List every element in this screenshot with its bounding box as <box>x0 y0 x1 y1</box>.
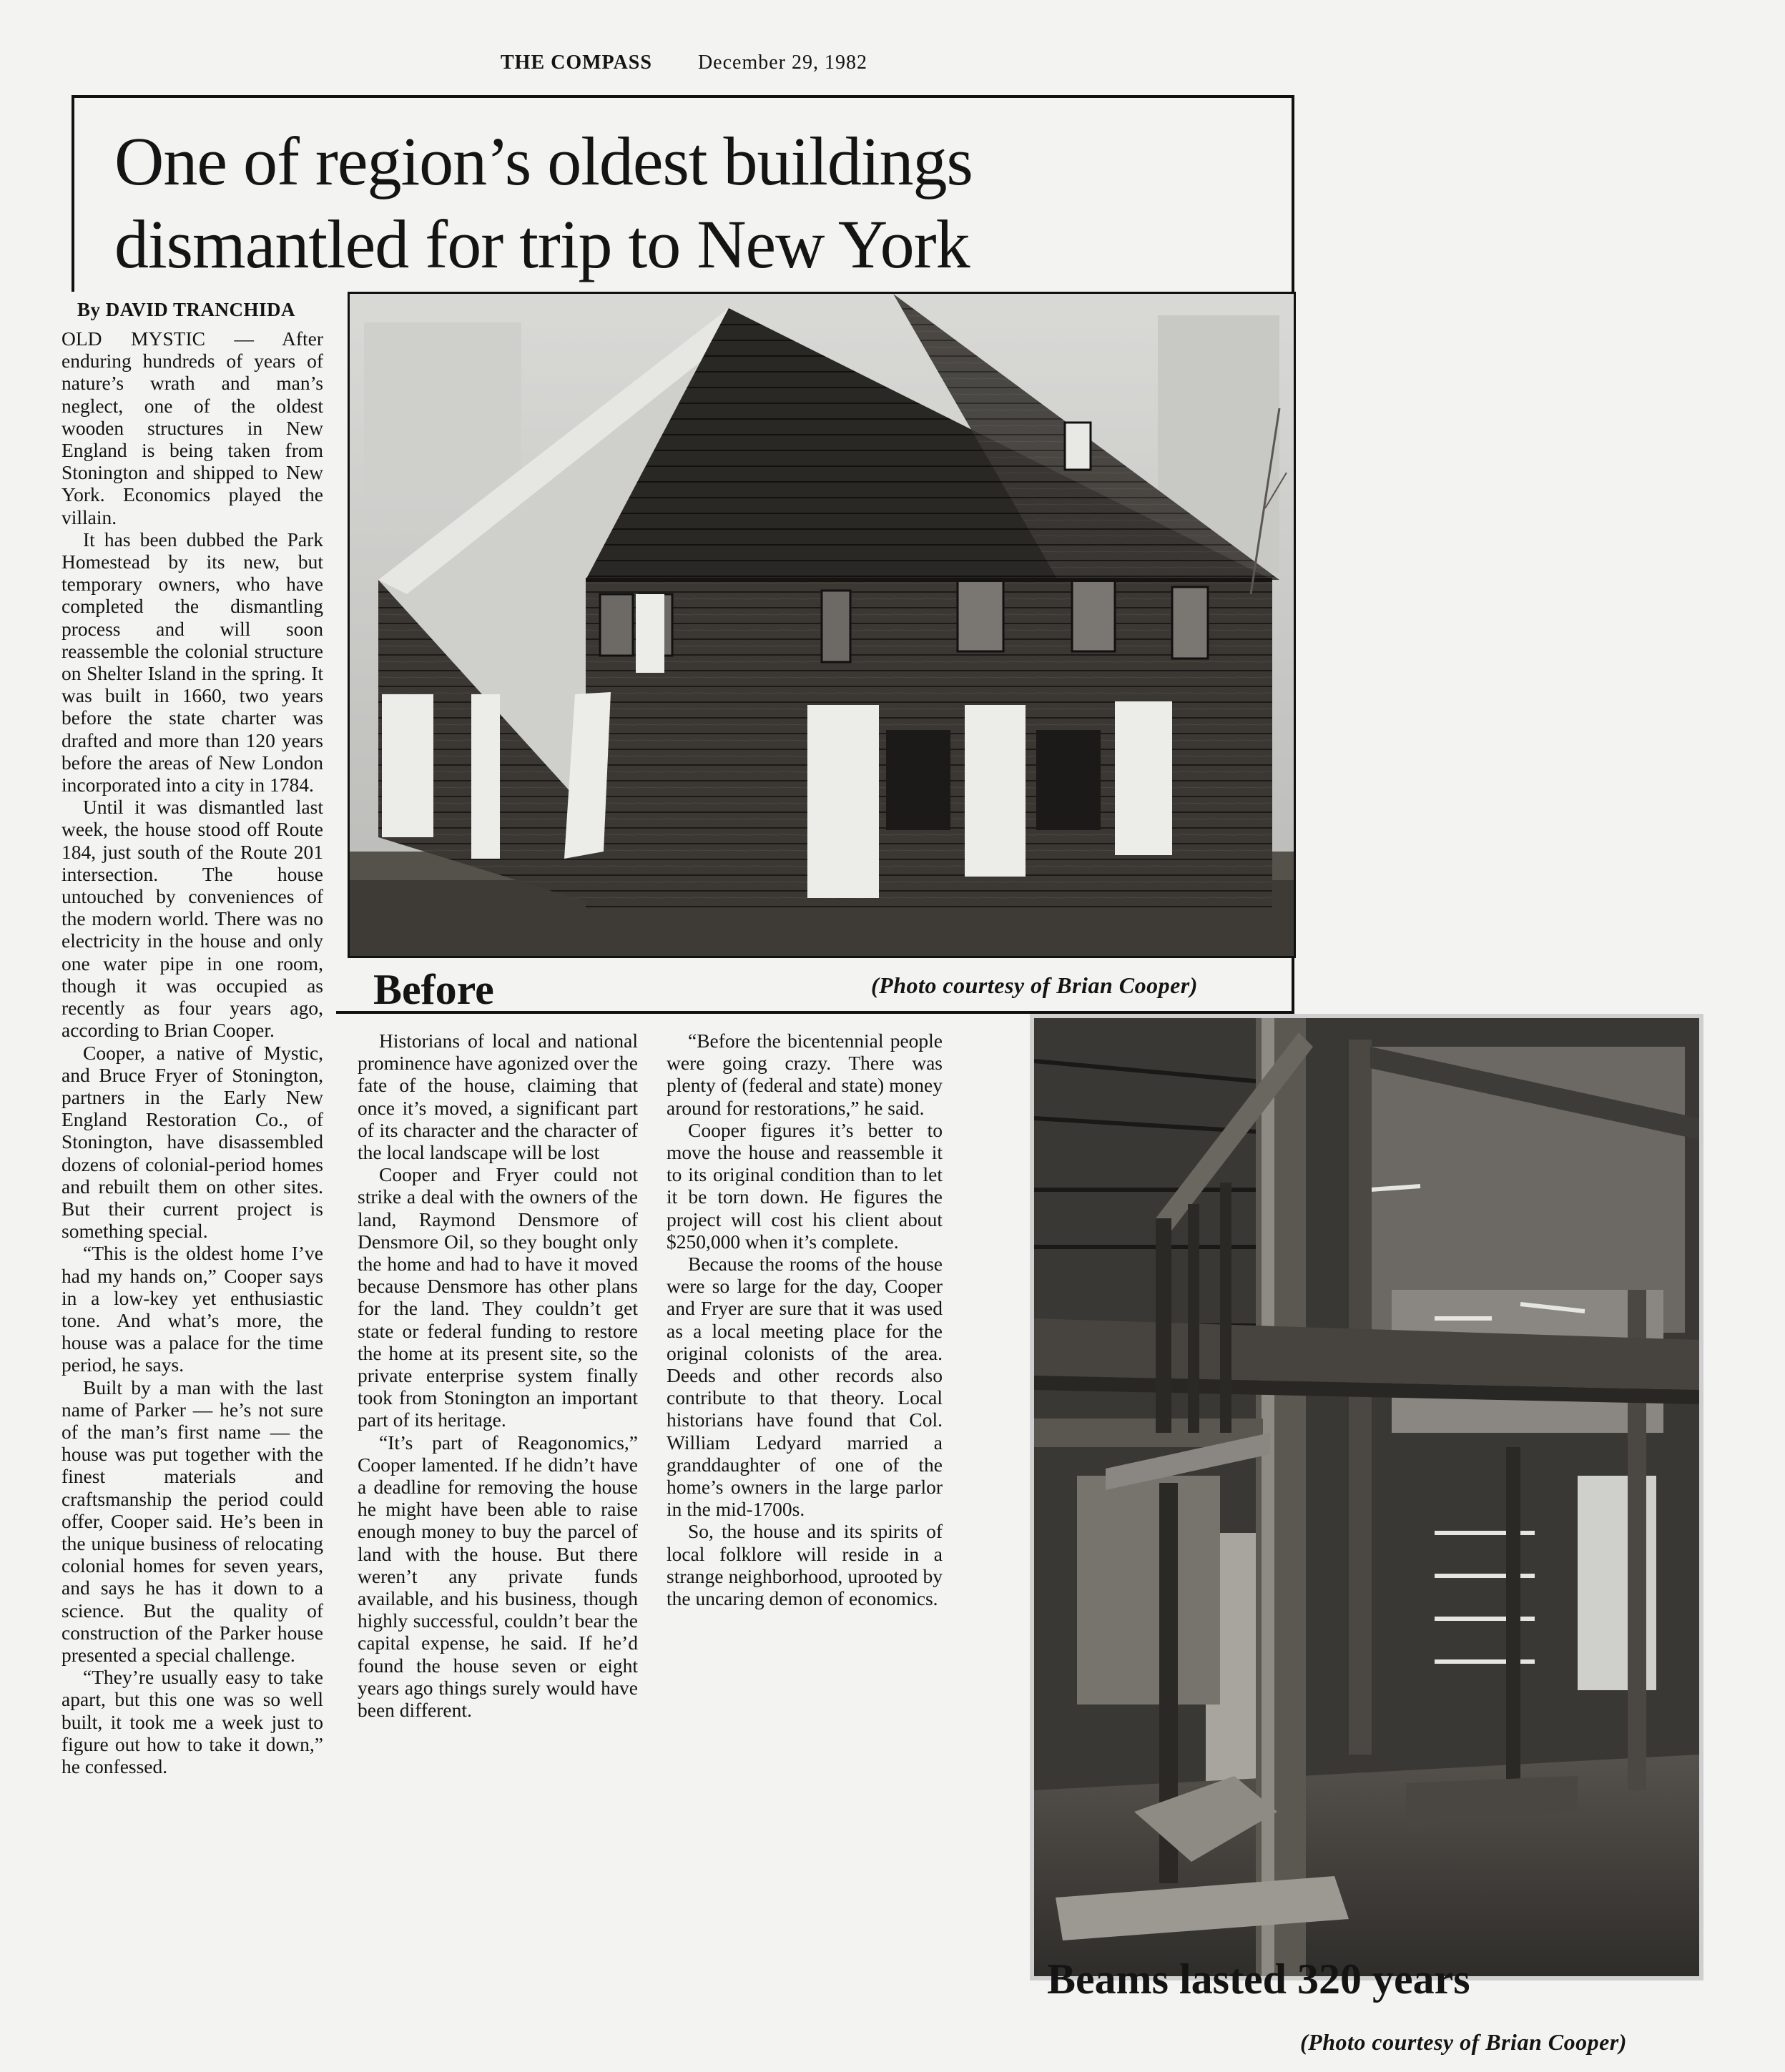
article-column-3 <box>667 1030 943 1752</box>
article-paragraph: Cooper figures it’s better to move the house and reassemble it to its original condition than to let it be torn down. He figures the project will cost his client about $250,000 when it’s complete. <box>667 1118 943 1253</box>
box-rule-left <box>72 95 74 292</box>
after-caption: Beams lasted 320 years <box>1047 1955 1470 2003</box>
article-column-2 <box>358 1030 638 1859</box>
article-column-1 <box>62 327 323 1892</box>
house-exterior-illustration <box>350 294 1294 956</box>
before-photo <box>348 292 1296 958</box>
article-paragraph: “Before the bicentennial people were going crazy. There was plenty of (federal and state) money around for restorations,” he said. <box>667 1030 943 1119</box>
article-paragraph: Until it was dismantled last week, the house stood off Route 184, just south of the Route 201 intersection. The house untouched by conveniences of the modern world. There was no electricity in the house and only one water pipe in one room, though it was occupied as recently as four years ago, according to Brian Cooper. <box>62 796 323 1042</box>
article-paragraph: Historians of local and national prominence have agonized over the fate of the house, claiming that once it’s moved, a significant part of its character and the character of the local landscape will be lost <box>358 1030 638 1164</box>
box-rule-top <box>72 95 1294 98</box>
headline: One of region’s oldest buildings dismantled for trip to New York <box>114 123 973 282</box>
article-paragraph: Cooper and Fryer could not strike a deal with the owners of the land, Raymond Densmore of Densmore Oil, so they bought only the home and had to have it moved because Densmore has other plans for the land. They couldn’t get state or federal funding to restore the home at its present site, so the private enterprise system finally took from Stonington an important part of its heritage. <box>358 1163 638 1431</box>
before-caption: Before <box>373 966 494 1013</box>
beams-interior-illustration <box>1034 1018 1699 1976</box>
publication-name: THE COMPASS <box>501 51 652 74</box>
article-paragraph: Built by a man with the last name of Parker — he’s not sure of the man’s first name — the house was put together with the finest materials and craftsmanship the period could offer, Cooper said. He’s been in the unique business of relocating colonial homes for seven years, and says he has it down to a science. But the quality of construction of the Parker house presented a special challenge. <box>62 1376 323 1666</box>
article-paragraph: “They’re usually easy to take apart, but this one was so well built, it took me a week just to figure out how to take it down,” he confessed. <box>62 1666 323 1777</box>
article-paragraph: It has been dubbed the Park Homestead by its new, but temporary owners, who have completed the dismantling process and will soon reassemble the colonial structure on Shelter Island in the spring. It was built in 1660, two years before the state charter was drafted and more than 120 years before the areas of New London incorporated into a city in 1784. <box>62 528 323 796</box>
article-paragraph: “This is the oldest home I’ve had my hands on,” Cooper says in a low-key yet enthusiastic tone. And what’s more, the house was a palace for the time period, he says. <box>62 1242 323 1376</box>
article-paragraph: So, the house and its spirits of local folklore will reside in a strange neighborhood, uprooted by the uncaring demon of economics. <box>667 1520 943 1610</box>
article-paragraph: Cooper, a native of Mystic, and Bruce Fryer of Stonington, partners in the Early New England Restoration Co., of Stonington, have disassembled dozens of colonial-period homes and rebuilt them on other sites. But their current project is something special. <box>62 1041 323 1243</box>
article-paragraph: Because the rooms of the house were so large for the day, Cooper and Fryer are sure that it was used as a local meeting place for the original colonists of the area. Deeds and other records also contribute to that theory. Local historians have found that Col. William Ledyard married a granddaughter of one of the home’s owners in the large parlor in the mid-1700s. <box>667 1253 943 1521</box>
article-paragraph: “It’s part of Reagonomics,” Cooper lamented. If he didn’t have a deadline for removing the house he might have been able to raise enough money to buy the parcel of land with the house. But there weren’t any private funds available, and his business, though highly successful, couldn’t bear the capital expense, he said. If he’d found the house seven or eight years ago things surely would have been different. <box>358 1431 638 1722</box>
after-photo-credit: (Photo courtesy of Brian Cooper) <box>1300 2029 1627 2055</box>
masthead <box>501 51 867 74</box>
byline: By DAVID TRANCHIDA <box>77 299 296 320</box>
after-photo <box>1030 1014 1703 1980</box>
article-paragraph: OLD MYSTIC — After enduring hundreds of years of nature’s wrath and man’s neglect, one of the oldest wooden structures in New England is being taken from Stonington and shipped to New York. Economics played the villain. <box>62 327 323 528</box>
publication-date: December 29, 1982 <box>697 51 867 74</box>
before-photo-credit: (Photo courtesy of Brian Cooper) <box>871 972 1198 998</box>
